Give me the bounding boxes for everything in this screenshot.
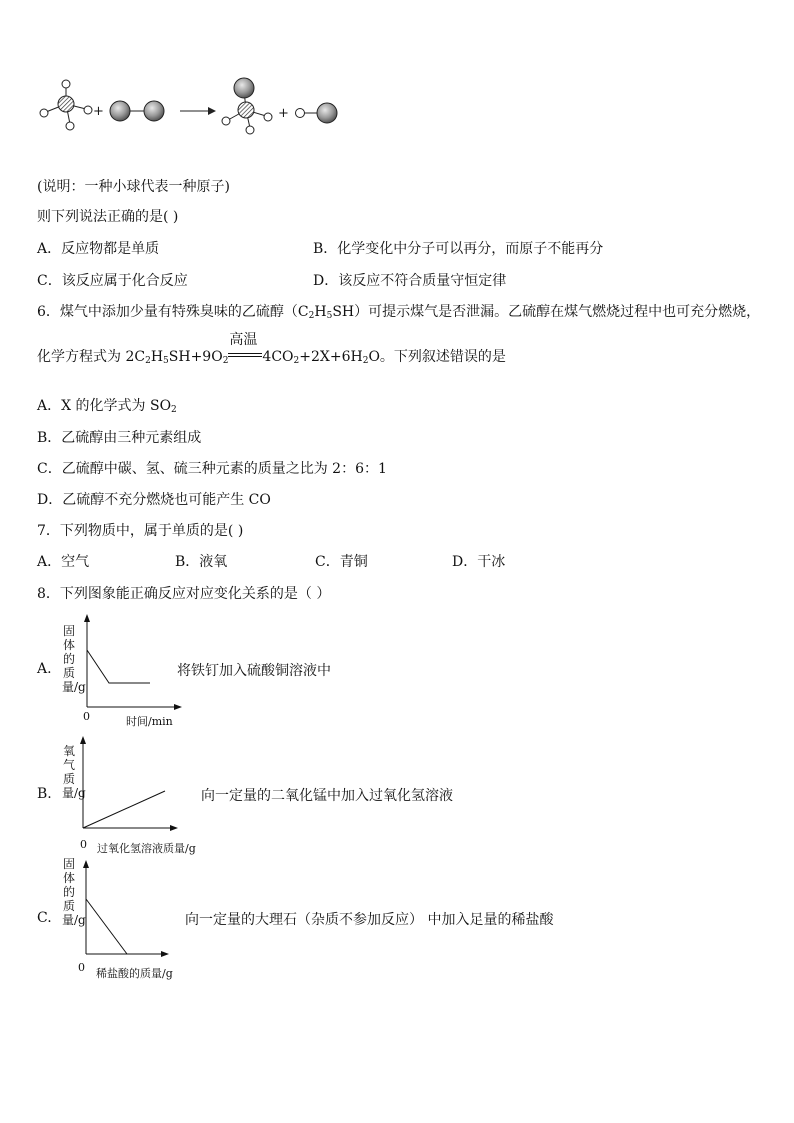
reaction-diagram — [30, 76, 360, 136]
x-axis-arrow — [170, 825, 178, 831]
q8-option-b-label: B. — [37, 786, 52, 802]
q6-option-a: A．X 的化学式为 $SO_2$ — [37, 398, 177, 415]
q8-option-c-description: 向一定量的大理石（杂质不参加反应） 中加入足量的稀盐酸 — [185, 912, 554, 928]
q8-option-a-xlabel: 时间/min — [126, 715, 173, 728]
plus-sign-2: + — [278, 106, 289, 121]
q8-option-a-description: 将铁钉加入硫酸铜溶液中 — [177, 663, 331, 679]
plus-sign-1: + — [93, 104, 104, 119]
q7-option-b: B．液氧 — [175, 554, 228, 570]
series-line-c — [86, 899, 127, 954]
equals-double-line — [228, 353, 262, 357]
q5-option-c: C．该反应属于化合反应 — [37, 273, 188, 289]
q6-stem: 6．煤气中添加少量有特殊臭味的乙硫醇$(C_2H_5SH)$可提示煤气是否泄漏。乙硫醇在煤气燃烧过程中也可充分燃烧， — [37, 304, 761, 321]
q6-equation: 化学方程式为 $2C_2H_5SH+9O_2$ 高温 $4CO_2+2X+6H_2O$。下列叙述错误的是 — [37, 332, 506, 366]
q8-stem: 8．下列图象能正确反应对应变化关系的是（ ） — [37, 586, 331, 602]
q8-option-a-chart — [78, 612, 188, 712]
y-axis-arrow — [83, 860, 89, 868]
q8-option-c-label: C. — [37, 910, 52, 926]
x-axis-arrow — [174, 704, 182, 710]
q6-option-b: B．乙硫醇由三种元素组成 — [37, 430, 202, 446]
q8-option-a-label: A. — [37, 661, 52, 677]
q8-option-c-chart — [79, 858, 179, 958]
q5-option-d: D．该反应不符合质量守恒定律 — [313, 273, 507, 289]
q8-option-b-chart — [76, 734, 186, 834]
q8-option-a-origin: 0 — [83, 710, 90, 723]
q7-option-c: C．青铜 — [315, 554, 368, 570]
series-line-a — [87, 650, 150, 683]
q5-option-b: B．化学变化中分子可以再分，而原子不能再分 — [313, 241, 604, 257]
q8-option-b-description: 向一定量的二氧化锰中加入过氧化氢溶液 — [201, 788, 453, 804]
q8-option-a-ylabel: 固体的质量/g — [62, 624, 86, 694]
y-axis-arrow — [80, 736, 86, 744]
x-axis-arrow — [161, 951, 169, 957]
y-axis-arrow — [84, 614, 90, 622]
reaction-arrow — [180, 107, 216, 115]
q7-stem: 7．下列物质中，属于单质的是( ) — [37, 523, 244, 539]
q5-note: (说明：一种小球代表一种原子) — [37, 179, 230, 195]
reactant-molecule-2 — [110, 101, 164, 121]
product-molecule-2 — [296, 103, 338, 123]
q5-option-a: A．反应物都是单质 — [37, 241, 160, 257]
q6-option-c: C．乙硫醇中碳、氢、硫三种元素的质量之比为 2：6：1 — [37, 461, 387, 477]
reactant-molecule-1 — [40, 80, 92, 130]
q8-option-b-origin: 0 — [80, 838, 87, 851]
series-line-b — [83, 791, 165, 828]
q6-option-d: D．乙硫醇不充分燃烧也可能产生 CO — [37, 492, 271, 508]
q8-option-c-xlabel: 稀盐酸的质量/g — [96, 967, 173, 980]
q8-option-c-origin: 0 — [78, 961, 85, 974]
q8-option-b-xlabel: 过氧化氢溶液质量/g — [97, 842, 196, 855]
reaction-condition: 高温 — [228, 347, 262, 361]
q8-option-b-ylabel: 氧气质量/g — [62, 744, 86, 800]
product-molecule-1 — [222, 78, 272, 134]
q7-option-a: A．空气 — [37, 554, 90, 570]
q7-option-d: D．干冰 — [452, 554, 506, 570]
q5-stem: 则下列说法正确的是( ) — [37, 209, 179, 225]
q8-option-c-ylabel: 固体的质量/g — [62, 857, 86, 927]
